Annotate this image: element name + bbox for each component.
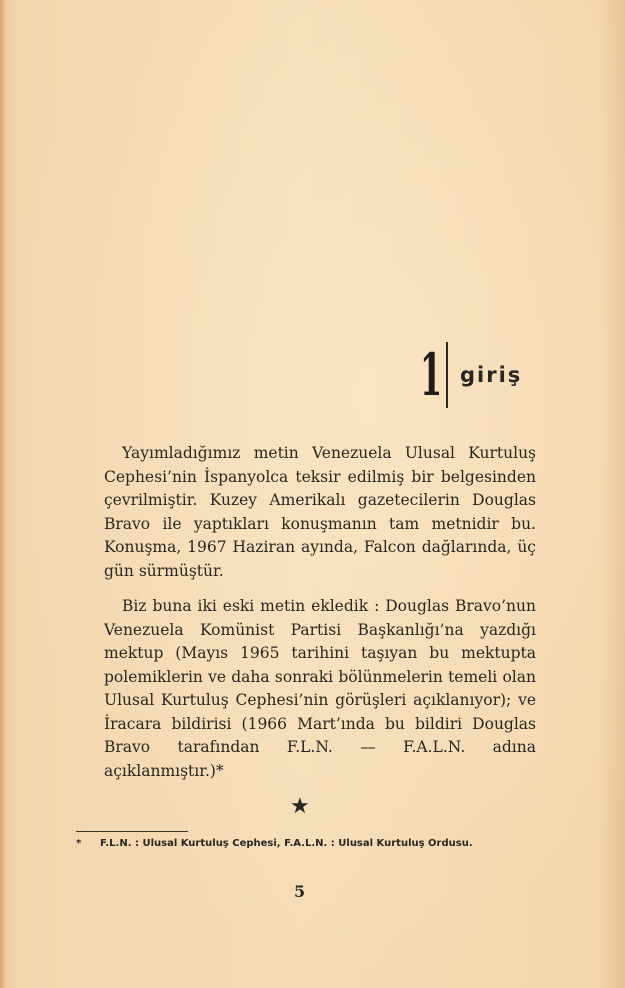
footnote-text: F.L.N. : Ulusal Kurtuluş Cephesi, F.A.L.N. : Ulusal Kurtuluş Ordusu. [100, 838, 473, 849]
star-ornament-icon: ★ [290, 794, 310, 819]
page-edge-shadow [0, 0, 6, 988]
footnote-mark: * [76, 838, 82, 849]
footnote [76, 838, 516, 849]
body-paragraph-2-block [104, 595, 536, 783]
chapter-title: giriş [460, 363, 523, 387]
chapter-number: 1 [420, 341, 443, 409]
body-paragraph: Biz buna iki eski metin ekledik : Douglas Bravo’nun Venezuela Komünist Partisi Başkanlığı’na yazdığı mektup (Mayıs 1965 tarihini taşıyan bu mektupta polemiklerin ve daha sonraki bölünmelerin temeli olan Ulusal Kurtuluş Cephesi’nin görüşleri açıklanıyor); ve İracara bildirisi (1966 Mart’ında bu bildiri Douglas Bravo tarafından F.L.N. — F.A.L.N. adına açıklanmıştır.)* [104, 597, 536, 780]
page-number: 5 [294, 882, 306, 901]
chapter-divider [446, 342, 448, 408]
body-paragraph-1-block [104, 442, 536, 583]
body-paragraph: Yayımladığımız metin Venezuela Ulusal Kurtuluş Cephesi’nin İspanyolca teksir edilmiş bir belgesinden çevrilmiştir. Kuzey Amerikalı gazetecilerin Douglas Bravo ile yaptıkları konuşmanın tam metnidir bu. Konuşma, 1967 Haziran ayında, Falcon dağlarında, üç gün sürmüştür. [104, 444, 536, 580]
footnote-divider [76, 831, 188, 832]
chapter-heading [420, 340, 522, 410]
